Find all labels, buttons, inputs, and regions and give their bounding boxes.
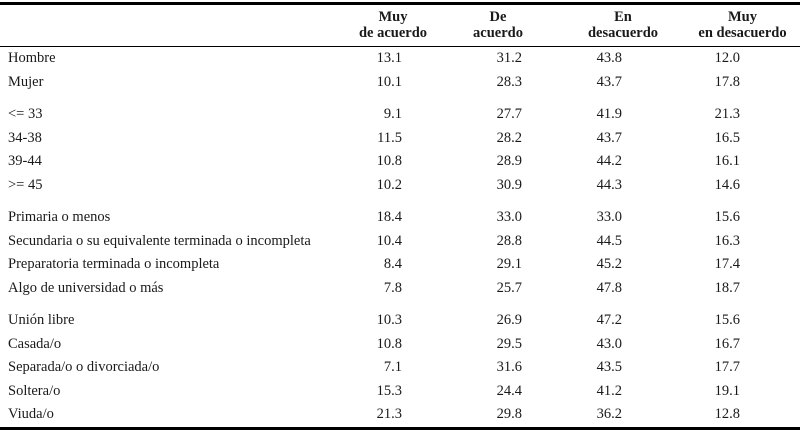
value-cell: 41.2 xyxy=(596,382,622,399)
value-cell: 16.5 xyxy=(714,129,740,146)
row-label: Casada/o xyxy=(8,335,62,352)
table-row xyxy=(0,127,800,151)
value-cell: 45.2 xyxy=(596,256,622,272)
value-cell: 29.8 xyxy=(496,406,522,422)
table-row xyxy=(0,71,800,95)
row-label: Algo de universidad o más xyxy=(8,279,164,296)
row-label: Separada/o o divorciada/o xyxy=(8,359,160,375)
column-header-de-acuerdo xyxy=(455,4,565,47)
value-cell: 15.6 xyxy=(714,312,740,328)
value-cell: 43.0 xyxy=(596,335,622,352)
value-cell: 10.2 xyxy=(376,176,402,193)
value-cell: 7.1 xyxy=(383,359,402,375)
value-cell: 12.8 xyxy=(714,406,740,422)
value-cell: 18.7 xyxy=(714,279,740,296)
row-label: Viuda/o xyxy=(8,406,54,422)
value-cell: 47.2 xyxy=(596,312,622,328)
table-row xyxy=(0,356,800,380)
group-sexo xyxy=(0,47,800,95)
value-cell: 43.7 xyxy=(596,129,622,146)
row-label: Mujer xyxy=(8,73,44,90)
value-cell: 10.3 xyxy=(376,312,402,328)
row-label: 39-44 xyxy=(8,153,42,169)
value-cell: 17.4 xyxy=(714,256,740,272)
value-cell: 21.3 xyxy=(376,406,402,422)
table-header xyxy=(0,4,800,47)
row-label: <= 33 xyxy=(8,106,43,122)
header-line: acuerdo xyxy=(473,25,523,41)
value-cell: 28.9 xyxy=(496,153,522,169)
value-cell: 10.8 xyxy=(376,335,402,352)
value-cell: 16.3 xyxy=(714,232,740,249)
table-row xyxy=(0,403,800,428)
header-row xyxy=(0,4,800,47)
value-cell: 26.9 xyxy=(496,312,522,328)
column-header-muy-en-desacuerdo xyxy=(685,4,800,47)
value-cell: 28.8 xyxy=(496,232,522,249)
table-row xyxy=(0,300,800,333)
value-cell: 29.1 xyxy=(496,256,522,272)
header-line: en desacuerdo xyxy=(698,25,787,41)
table-row xyxy=(0,277,800,301)
value-cell: 31.6 xyxy=(496,359,522,375)
row-label: Secundaria o su equivalente terminada o incompleta xyxy=(8,232,311,249)
row-label: >= 45 xyxy=(8,176,43,193)
table-row xyxy=(0,150,800,174)
value-cell: 25.7 xyxy=(496,279,522,296)
header-line: Muy xyxy=(378,9,408,25)
value-cell: 10.8 xyxy=(376,153,402,169)
row-label: Preparatoria terminada o incompleta xyxy=(8,256,220,272)
survey-results-table xyxy=(0,2,800,430)
table-row xyxy=(0,230,800,254)
value-cell: 19.1 xyxy=(714,382,740,399)
value-cell: 10.4 xyxy=(376,232,402,249)
value-cell: 30.9 xyxy=(496,176,522,193)
table-row xyxy=(0,253,800,277)
value-cell: 14.6 xyxy=(714,176,740,193)
value-cell: 21.3 xyxy=(714,106,740,122)
value-cell: 7.8 xyxy=(383,279,402,296)
value-cell: 47.8 xyxy=(596,279,622,296)
header-line: desacuerdo xyxy=(587,25,659,41)
value-cell: 31.2 xyxy=(496,50,522,66)
value-cell: 16.7 xyxy=(714,335,740,352)
row-label: Primaria o menos xyxy=(8,209,111,225)
value-cell: 12.0 xyxy=(714,50,740,66)
column-header-muy-de-acuerdo xyxy=(340,4,455,47)
value-cell: 17.7 xyxy=(714,359,740,375)
value-cell: 10.1 xyxy=(376,73,402,90)
value-cell: 27.7 xyxy=(496,106,522,122)
group-escolaridad xyxy=(0,197,800,300)
value-cell: 33.0 xyxy=(596,209,622,225)
value-cell: 8.4 xyxy=(383,256,402,272)
group-edad xyxy=(0,94,800,197)
value-cell: 9.1 xyxy=(383,106,402,122)
value-cell: 15.6 xyxy=(714,209,740,225)
header-line: Muy xyxy=(728,9,757,25)
value-cell: 43.7 xyxy=(596,73,622,90)
value-cell: 43.8 xyxy=(596,50,622,66)
table-row xyxy=(0,174,800,198)
value-cell: 36.2 xyxy=(596,406,622,422)
table-row xyxy=(0,197,800,230)
value-cell: 44.3 xyxy=(596,176,622,193)
table-row xyxy=(0,380,800,404)
column-header-en-desacuerdo xyxy=(565,4,685,47)
value-cell: 18.4 xyxy=(376,209,402,225)
row-label: 34-38 xyxy=(8,129,42,146)
corner-cell-empty xyxy=(0,4,340,47)
value-cell: 17.8 xyxy=(714,73,740,90)
value-cell: 29.5 xyxy=(496,335,522,352)
value-cell: 24.4 xyxy=(496,382,522,399)
value-cell: 13.1 xyxy=(376,50,402,66)
value-cell: 43.5 xyxy=(596,359,622,375)
value-cell: 44.5 xyxy=(596,232,622,249)
value-cell: 28.2 xyxy=(496,129,522,146)
row-label: Unión libre xyxy=(8,312,75,328)
value-cell: 44.2 xyxy=(596,153,622,169)
value-cell: 15.3 xyxy=(376,382,402,399)
row-label: Hombre xyxy=(8,50,56,66)
value-cell: 16.1 xyxy=(714,153,740,169)
table-row xyxy=(0,333,800,357)
header-line: de acuerdo xyxy=(358,25,428,41)
value-cell: 33.0 xyxy=(496,209,522,225)
row-label: Soltera/o xyxy=(8,382,61,399)
value-cell: 11.5 xyxy=(377,129,402,146)
group-estado-civil xyxy=(0,300,800,428)
header-line: De xyxy=(489,9,507,25)
table-row xyxy=(0,94,800,127)
header-line: En xyxy=(614,9,632,25)
table-row xyxy=(0,47,800,71)
value-cell: 41.9 xyxy=(596,106,622,122)
value-cell: 28.3 xyxy=(496,73,522,90)
